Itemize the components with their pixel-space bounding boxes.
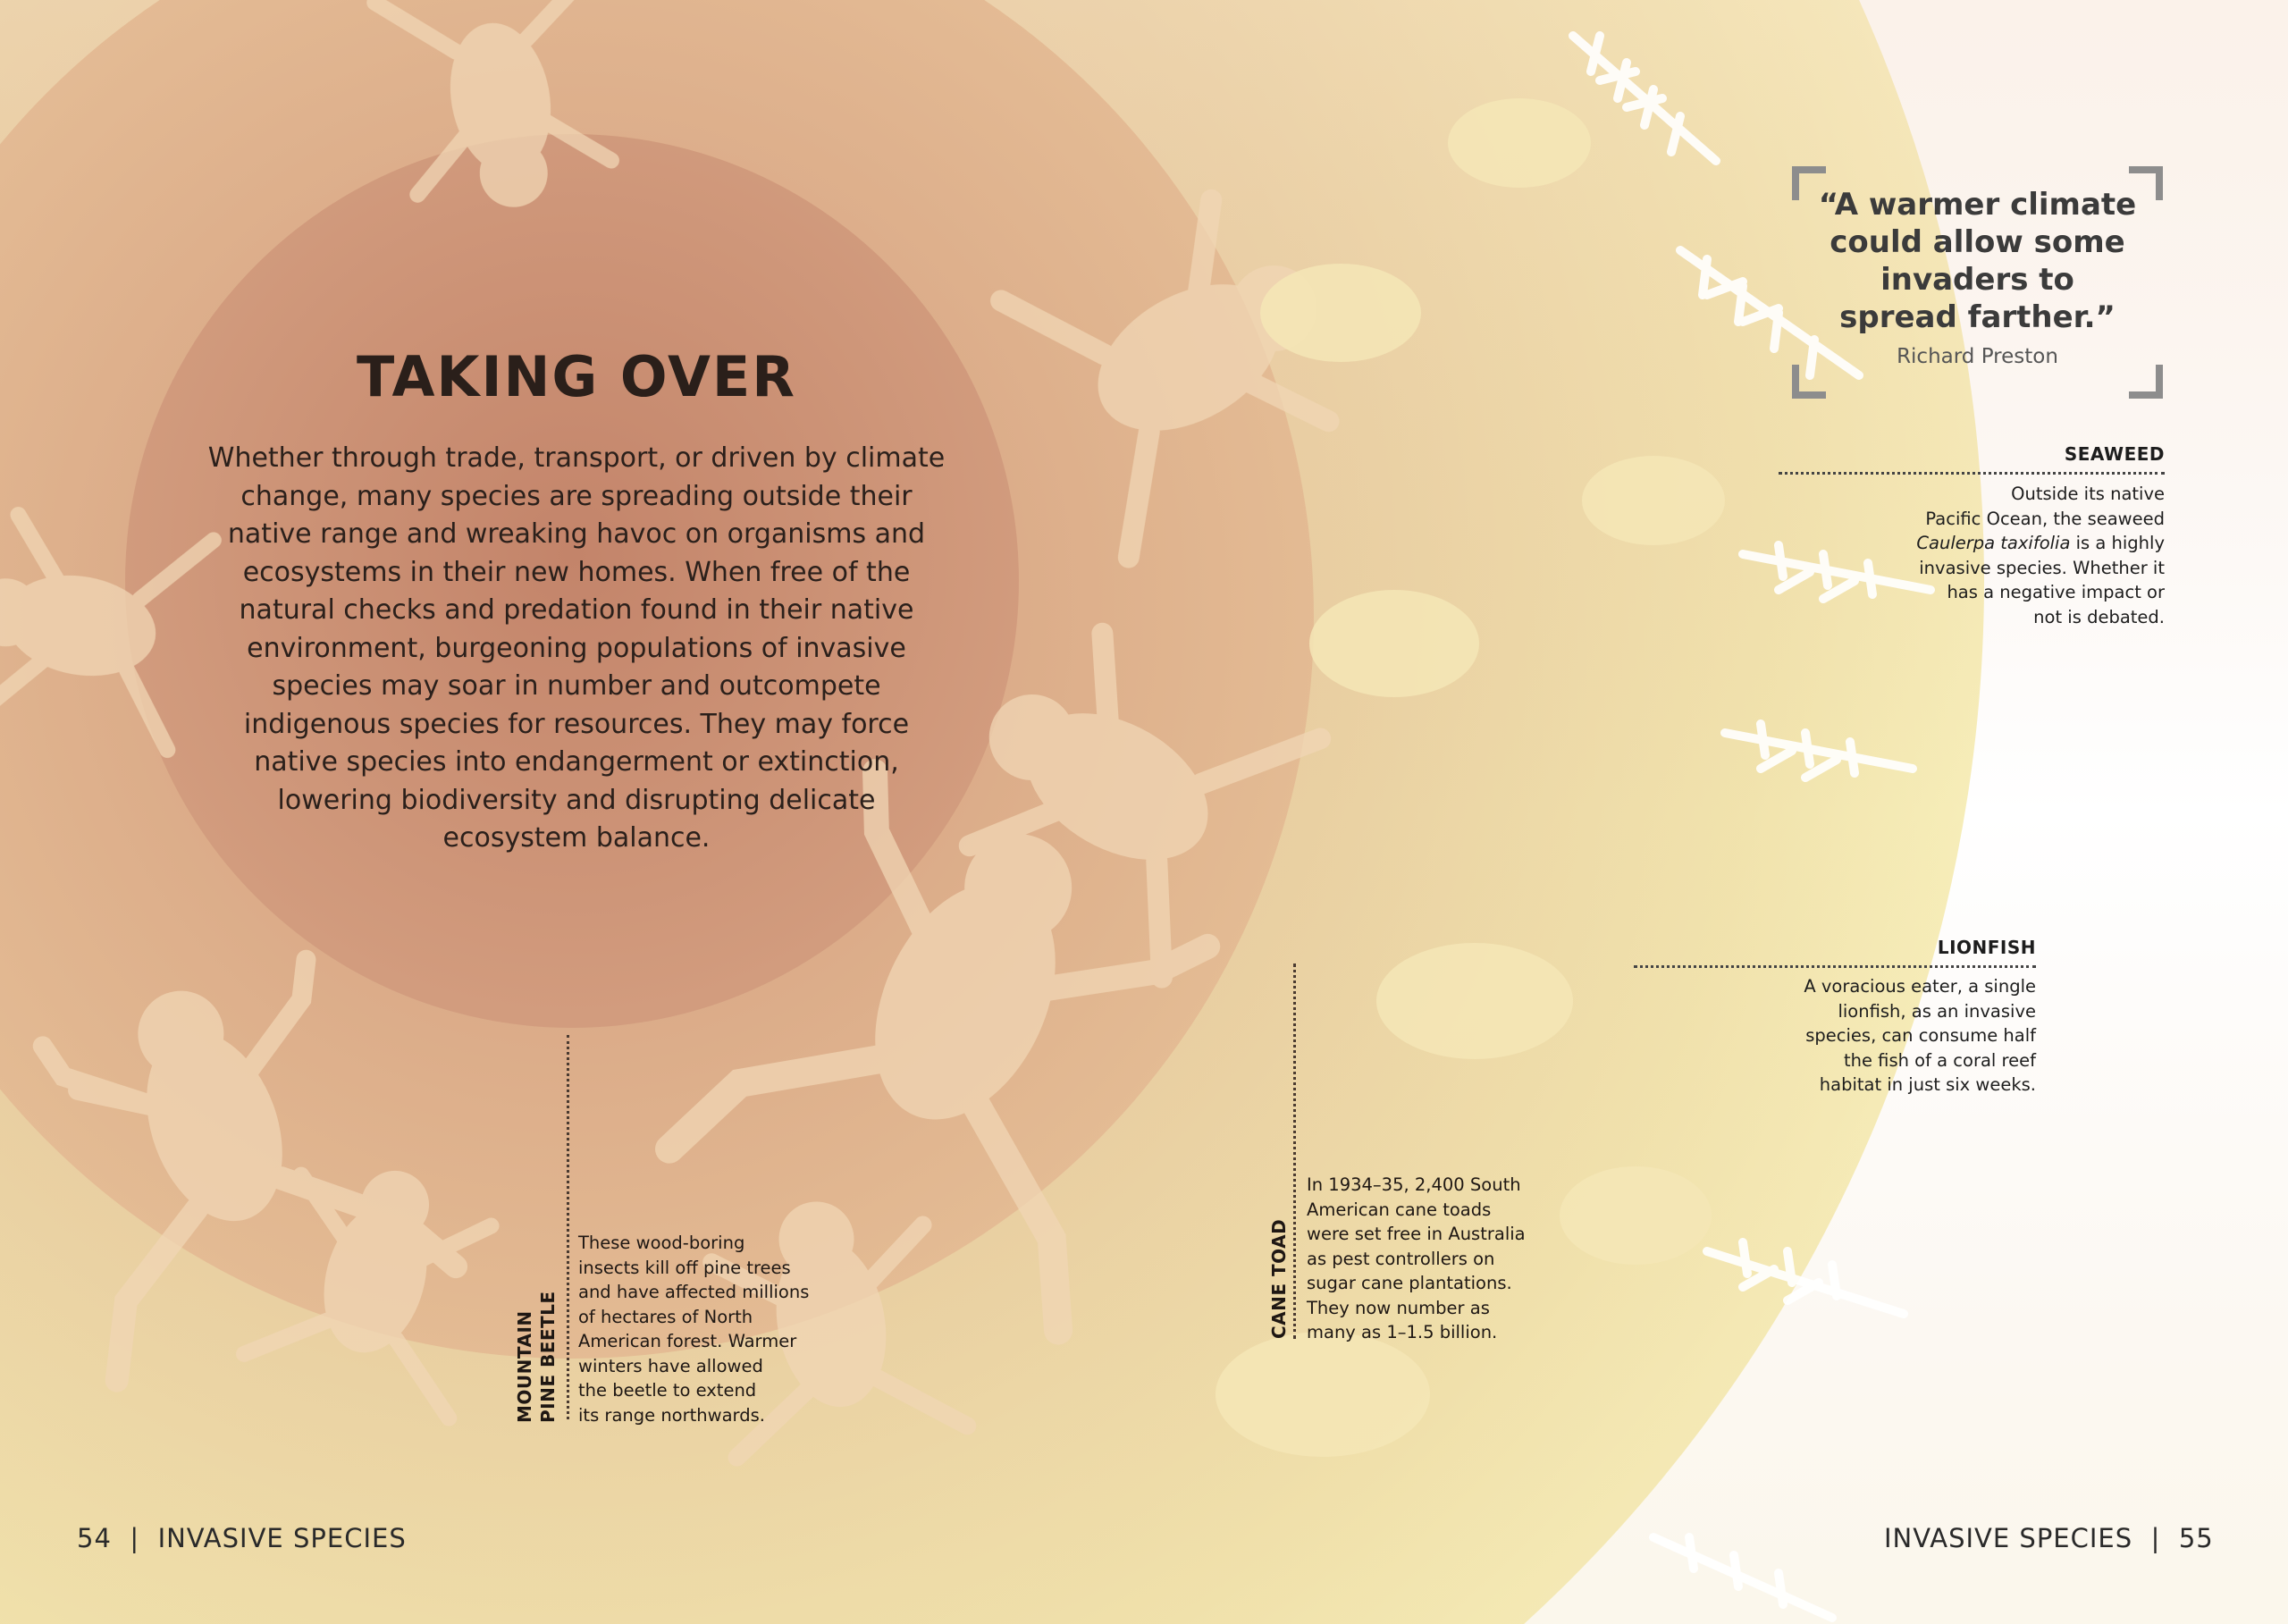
seaweed-label: SEAWEED: [2064, 443, 2165, 465]
page-title: TAKING OVER: [356, 344, 797, 409]
quote-bracket-bottom-right: [2129, 365, 2163, 399]
left-page-number: 54: [77, 1523, 112, 1553]
cane-toad-leader-line: [1293, 963, 1296, 1339]
lionfish-label: LIONFISH: [1937, 937, 2036, 958]
seaweed-leader-line: [1779, 472, 2165, 475]
right-section-name: INVASIVE SPECIES: [1884, 1523, 2133, 1553]
pull-quote: [1792, 166, 2163, 399]
intro-paragraph: Whether through trade, transport, or driven by climate change, many species are spreading outside their native range and wreaking havoc on organisms and ecosystems in their new homes. When free of the natural checks and predation found in their native environment, burgeoning populations of invasive species may soar in number and outcompete indigenous species for resources. They may force native species into endangerment or extinction, lowering biodiversity and disrupting delicate ecosystem balance.: [207, 442, 946, 854]
quote-author: Richard Preston: [1897, 345, 2058, 368]
pine-beetle-caption: These wood-boring insects kill off pine trees and have affected millions of hectares of North American forest. Warmer winters have allowed the beetle to extend its range northwards.: [578, 1233, 810, 1426]
lionfish-leader-line: [1634, 965, 2036, 968]
pine-beetle-leader-line: [567, 1035, 569, 1419]
quote-bracket-bottom-left: [1792, 365, 1826, 399]
quote-text: “A warmer climate could allow some invaders to spread farther.”: [1818, 187, 2137, 335]
folio-separator: |: [121, 1523, 149, 1553]
lionfish-caption: A voracious eater, a single lionfish, as an invasive species, can consume half the fish of a coral reef habitat in just six weeks.: [1804, 976, 2036, 1095]
pine-beetle-label: MOUNTAIN PINE BEETLE: [514, 1291, 559, 1423]
cane-toad-label: CANE TOAD: [1268, 1218, 1290, 1339]
cane-toad-caption: In 1934–35, 2,400 South American cane toads were set free in Australia as pest controllers on sugar cane plantations. They now number as many as 1–1.5 billion.: [1307, 1174, 1526, 1342]
left-section-name: INVASIVE SPECIES: [157, 1523, 407, 1553]
right-page-number: 55: [2178, 1523, 2214, 1553]
left-folio: [77, 1523, 407, 1553]
right-folio: [1884, 1523, 2214, 1553]
seaweed-caption: Outside its native Pacific Ocean, the seaweed Caulerpa taxifolia is a highly invasive species. Whether it has a negative impact or not is debated.: [1916, 484, 2165, 627]
folio-separator: |: [2141, 1523, 2170, 1553]
